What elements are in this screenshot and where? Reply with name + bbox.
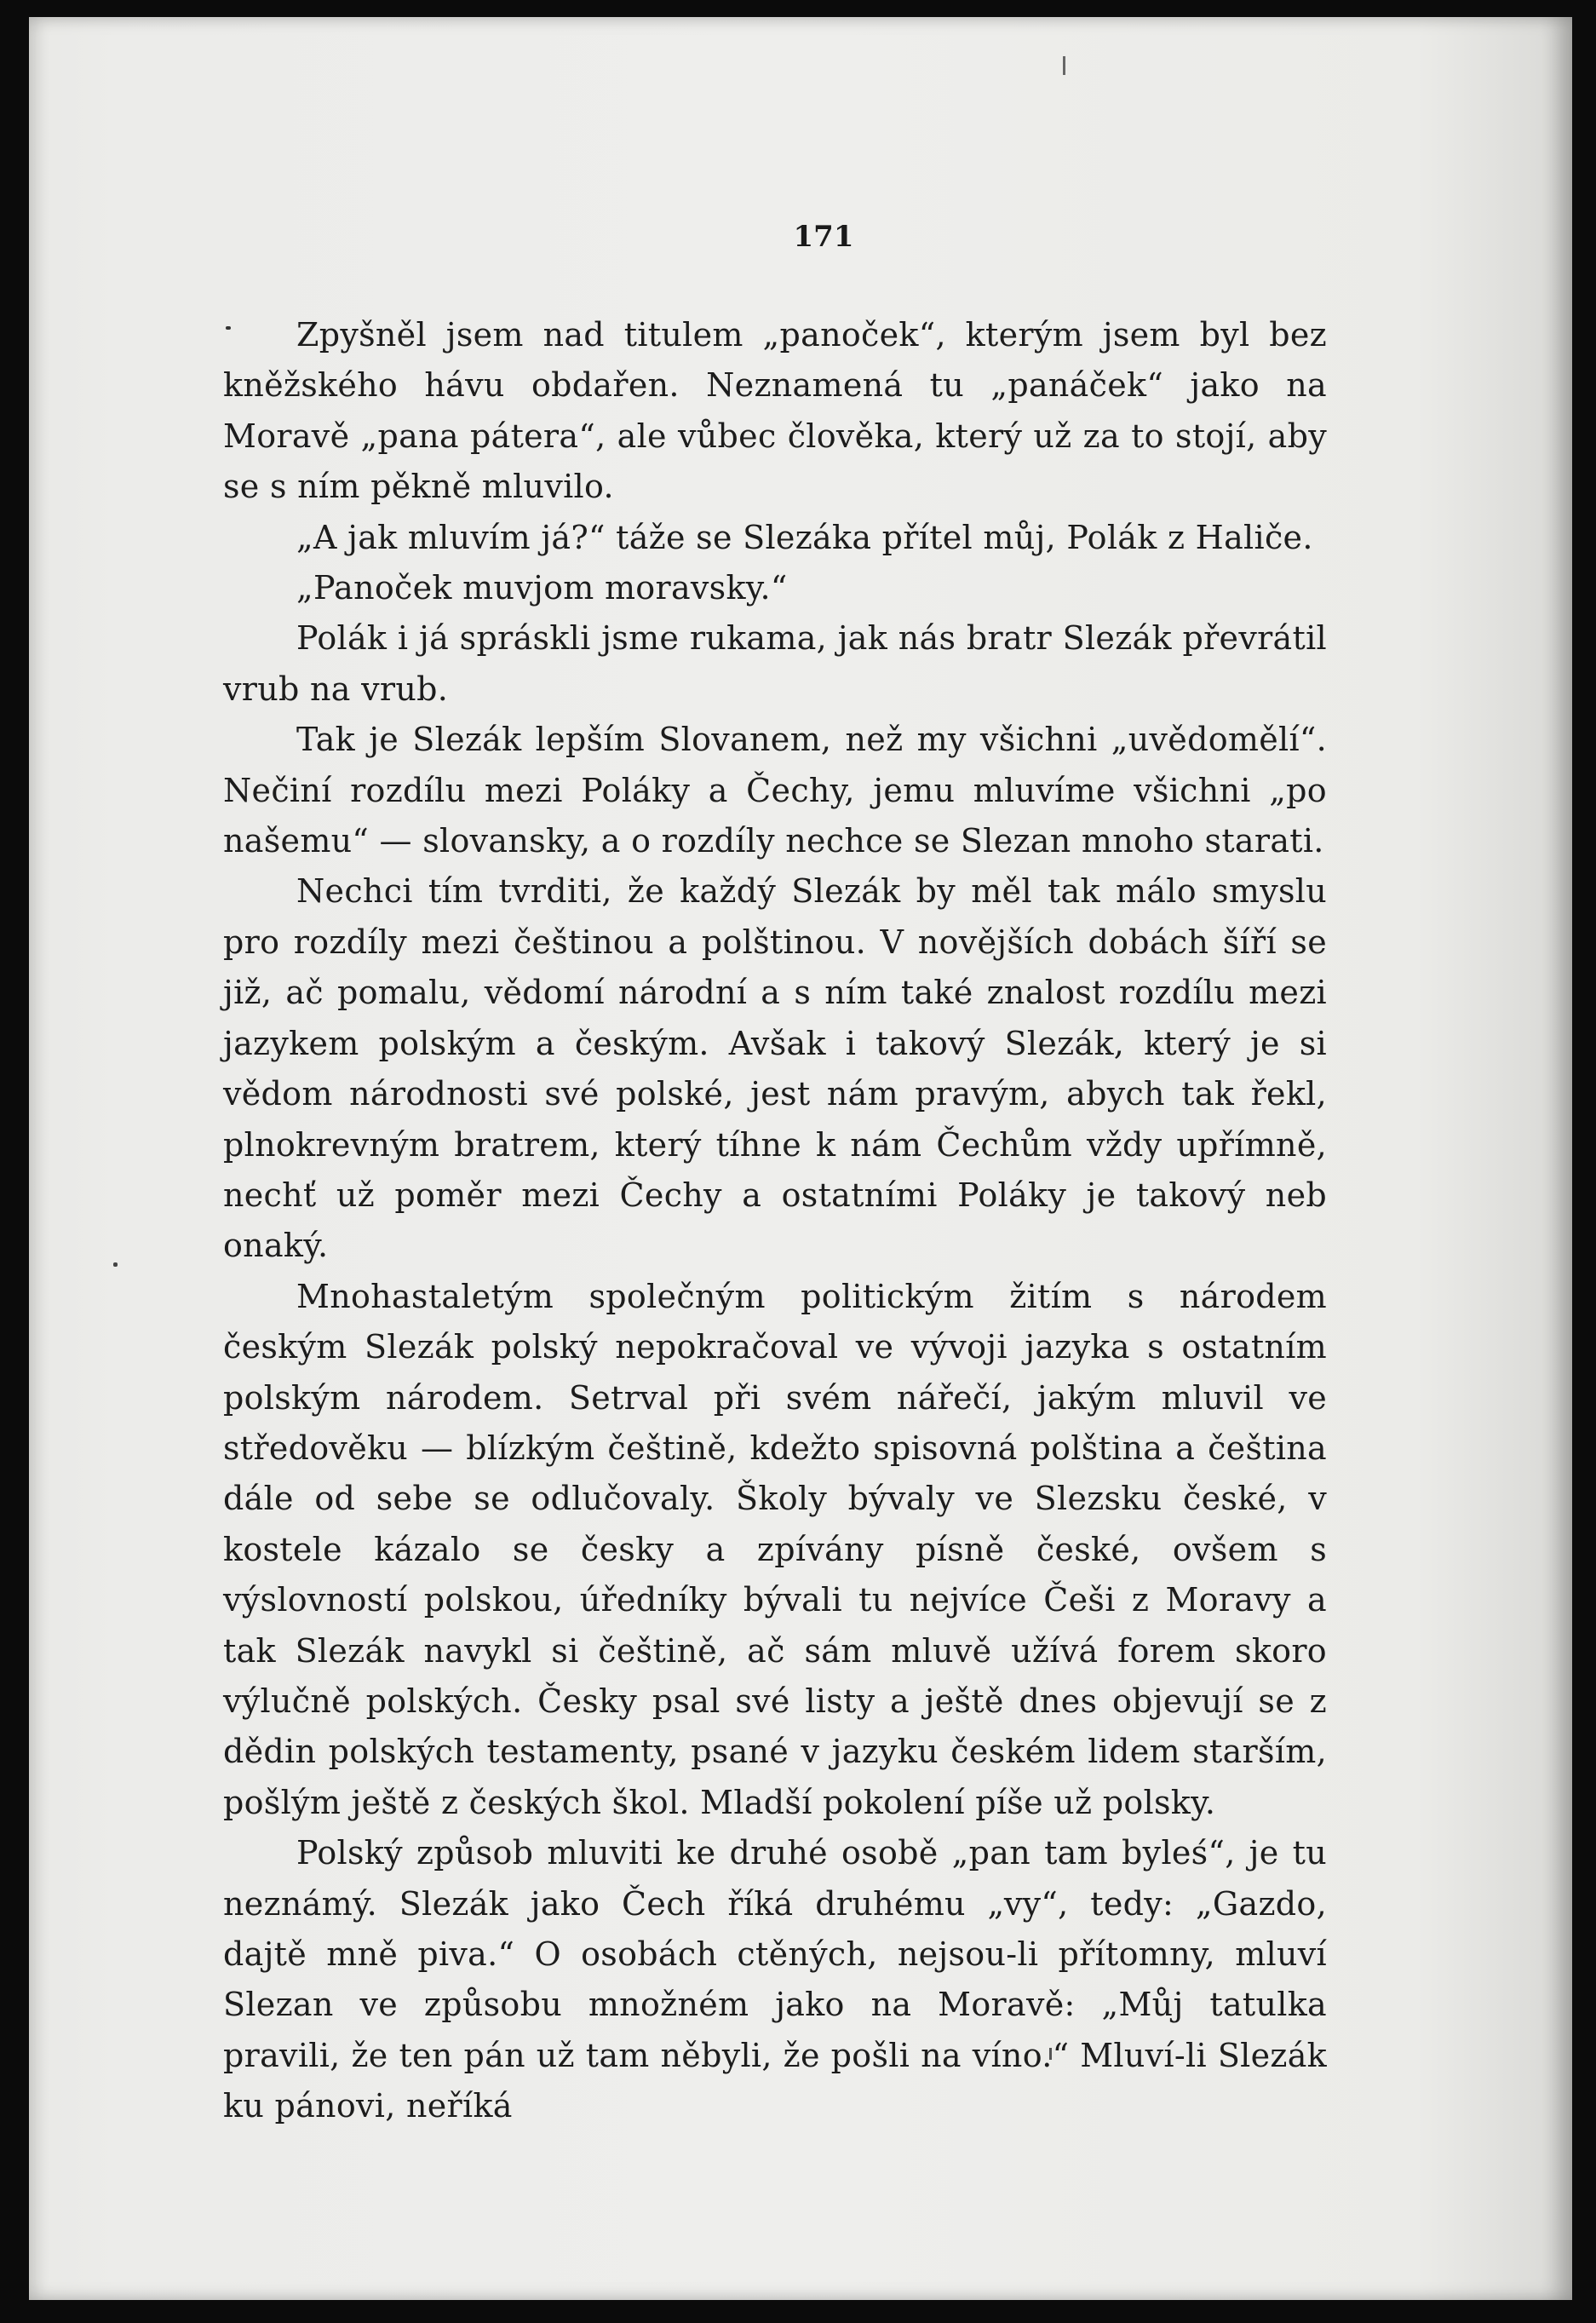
paragraph: „Panoček muvjom moravsky.“	[296, 569, 788, 607]
page-number: 171	[793, 220, 854, 254]
paragraph: „A jak mluvím já?“ táže se Slezáka přítel můj, Polák z Haliče.	[296, 518, 1313, 556]
paragraph: Polák i já spráskli jsme rukama, jak nás bratr Slezák převrátil vrub na vrub.	[223, 619, 1327, 708]
paragraph: Tak je Slezák lepším Slovanem, než my všichni „uvědomělí“. Nečiní rozdílu mezi Poláky a Čechy, jemu mluvíme všichni „po našemu“ — slovansky, a o rozdíly nechce se Slezan mnoho starati.	[223, 721, 1327, 860]
paragraph: Zpyšněl jsem nad titulem „panoček“, kterým jsem byl bez kněžského hávu obdařen. Neznamená tu „panáček“ jako na Moravě „pana pátera“, ale vůbec člověka, který už za to stojí, aby se s ním pěkně mluvilo.	[223, 316, 1327, 506]
scan-speck	[1063, 56, 1065, 75]
scan-speck	[113, 1262, 118, 1267]
body-text	[223, 310, 1327, 2132]
paragraph: Polský způsob mluviti ke druhé osobě „pan tam byleś“, je tu neznámý. Slezák jako Čech říká druhému „vy“, tedy: „Gazdo, dajtě mně piva.“ O osobách ctěných, nejsou-li přítomny, mluví Slezan ve způsobu množném jako na Moravě: „Můj tatulka pravili, že ten pán už tam něbyli, že pošli na víno.“ Mluví-li Slezák ku pánovi, neříká	[223, 1834, 1327, 2125]
paragraph: Nechci tím tvrditi, že každý Slezák by měl tak málo smyslu pro rozdíly mezi češtinou a polštinou. V novějších dobách šíří se již, ač pomalu, vědomí národní a s ním také znalost rozdílu mezi jazykem polským a českým. Avšak i takový Slezák, který je si vědom národnosti své polské, jest nám pravým, abych tak řekl, plnokrevným bratrem, který tíhne k nám Čechům vždy upřímně, nechť už poměr mezi Čechy a ostatními Poláky je takový neb onaký.	[223, 872, 1327, 1265]
paragraph: Mnohastaletým společným politickým žitím s národem českým Slezák polský nepokračoval ve vývoji jazyka s ostatním polským národem. Setrval při svém nářečí, jakým mluvil ve středověku — blízkým češtině, kdežto spisovná polština a čeština dále od sebe se odlučovaly. Školy bývaly ve Slezsku české, v kostele kázalo se česky a zpívány písně české, ovšem s výslovností polskou, úředníky bývali tu nejvíce Češi z Moravy a tak Slezák navykl si češtině, ač sám mluvě užívá forem skoro výlučně polských. Česky psal své listy a ještě dnes objevují se z dědin polských testamenty, psané v jazyku českém lidem starším, pošlým ještě z českých škol. Mladší pokolení píše už polsky.	[223, 1277, 1327, 1821]
